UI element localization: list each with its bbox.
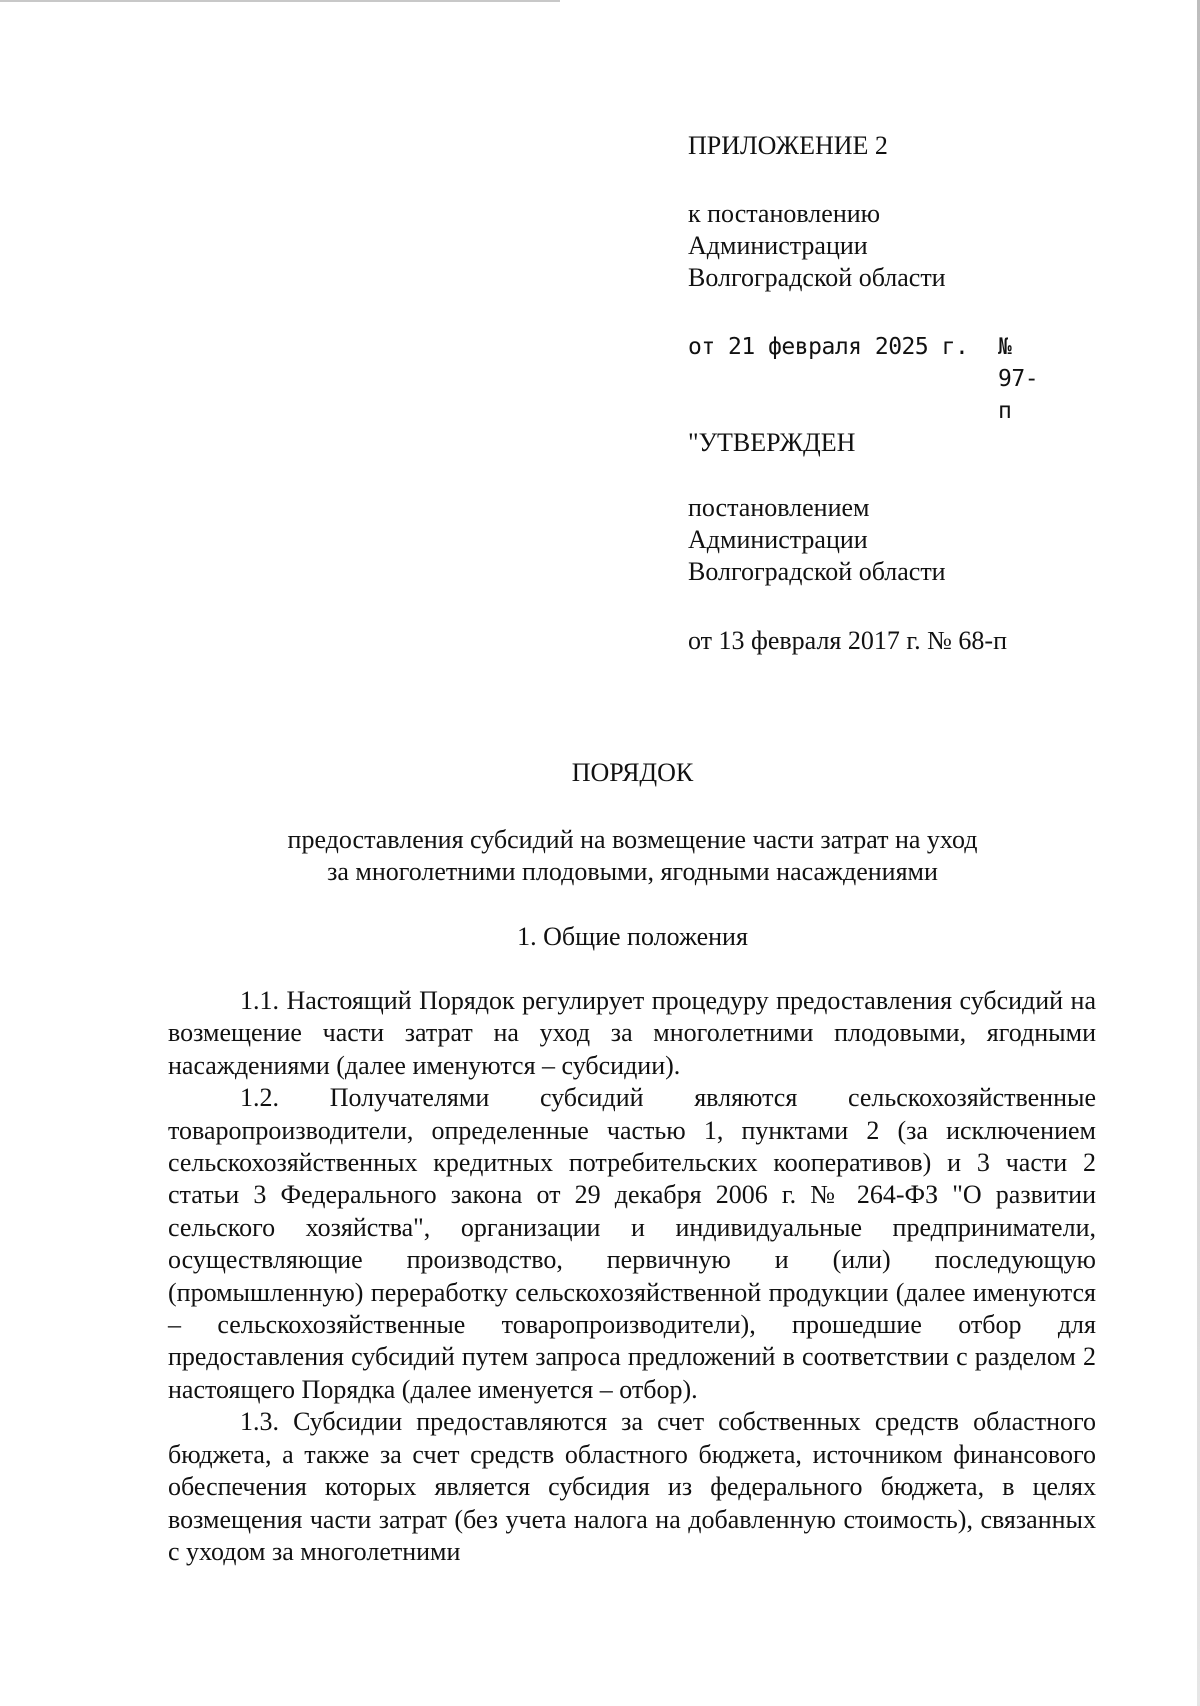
document-subtitle-line: за многолетними плодовыми, ягодными насаждениями: [327, 857, 938, 886]
document-subtitle: [0, 824, 1200, 888]
approved-by-line: Администрации: [688, 525, 868, 554]
approved-by-block: [688, 492, 946, 588]
approved-date-block: [688, 625, 1007, 657]
approved-by-line: постановлением: [688, 493, 870, 522]
approved-date-number: от 13 февраля 2017 г. № 68-п: [688, 626, 1007, 655]
appendix-title: ПРИЛОЖЕНИЕ 2: [688, 131, 888, 160]
appendix-date: от 21 февраля 2025 г.: [688, 334, 969, 360]
scan-edge: [0, 0, 560, 2]
appendix-block: [688, 130, 888, 162]
paragraph: 1.2. Получателями субсидий являются сельскохозяйственные товаропроизводители, определенные частью 1, пунктами 2 (за исключением сельскохозяйственных кредитных потребительских кооперативов) и 3 части 2 статьи 3 Федерального закона от 29 декабря 2006 г. № 264-ФЗ "О развитии сельского хозяйства", организации и индивидуальные предприниматели, осуществляющие производство, первичную и (или) последующую (промышленную) переработку сельскохозяйственной продукции (далее именуются – сельскохозяйственные товаропроизводители), прошедшие отбор для предоставления субсидий путем запроса предложений в соответствии с разделом 2 настоящего Порядка (далее именуется – отбор).: [168, 1083, 1096, 1404]
appendix-date-block: [688, 331, 1039, 424]
appendix-to-line: Волгоградской области: [688, 263, 946, 292]
approved-by-line: Волгоградской области: [688, 557, 946, 586]
appendix-to-line: к постановлению: [688, 199, 881, 228]
appendix-number: № 97-п: [998, 334, 1039, 424]
approved-title-block: [688, 427, 855, 459]
document-title: ПОРЯДОК: [571, 758, 694, 787]
document-subtitle-line: предоставления субсидий на возмещение части затрат на уход: [287, 825, 978, 854]
approved-title: "УТВЕРЖДЕН: [688, 428, 856, 457]
paragraph: 1.3. Субсидии предоставляются за счет собственных средств областного бюджета, а также за счет средств областного бюджета, источником финансового обеспечения которых является субсидия из федерального бюджета, в целях возмещения части затрат (без учета налога на добавленную стоимость), связанных с уходом за многолетними: [168, 1407, 1096, 1566]
appendix-to-block: [688, 198, 946, 294]
paragraph: 1.1. Настоящий Порядок регулирует процедуру предоставления субсидий на возмещение части затрат на уход за многолетними плодовыми, ягодными насаждениями (далее именуются – субсидии).: [168, 986, 1096, 1080]
section-heading: 1. Общие положения: [517, 922, 748, 951]
document-body: [168, 985, 1096, 1568]
appendix-to-line: Администрации: [688, 231, 868, 260]
